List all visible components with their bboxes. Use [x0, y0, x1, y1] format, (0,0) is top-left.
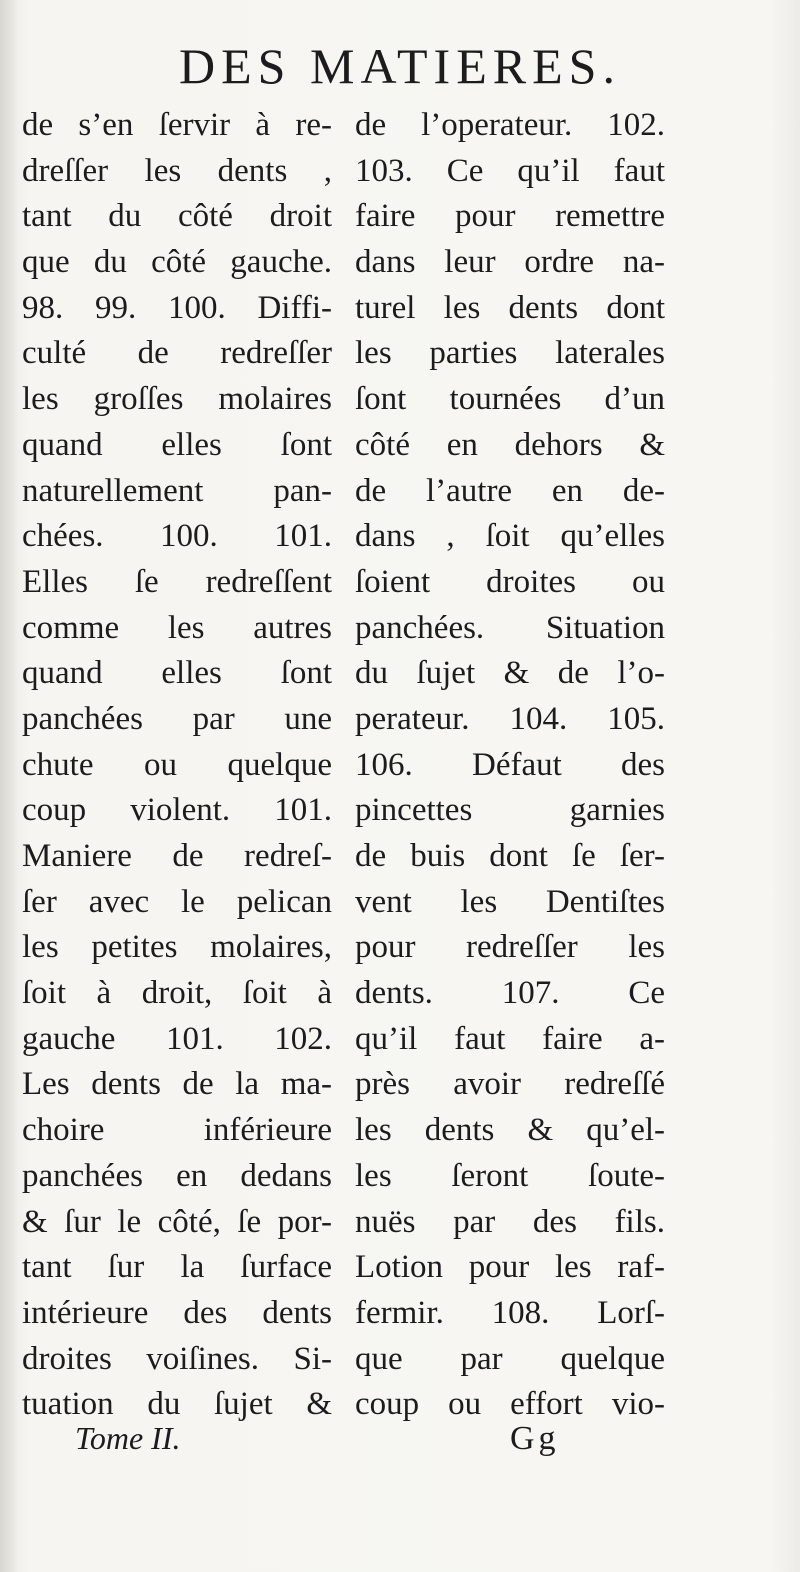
signature-mark: Gg — [510, 1420, 560, 1457]
index-line: perateur. 104. 105. — [355, 700, 665, 737]
index-line: comme les autres — [22, 609, 332, 646]
index-line: droites voiſines. Si- — [22, 1340, 332, 1377]
index-line: tant ſur la ſurface — [22, 1249, 332, 1286]
index-line: 103. Ce qu’il faut — [355, 152, 665, 189]
index-line: ſoient droites ou — [355, 563, 665, 600]
index-line: dans , ſoit qu’elles — [355, 518, 665, 555]
index-line: choire inférieure — [22, 1112, 332, 1149]
index-line: coup ou effort vio- — [355, 1386, 665, 1423]
index-line: coup violent. 101. — [22, 792, 332, 829]
index-line: ſer avec le pelican — [22, 883, 332, 920]
index-line: Les dents de la ma- — [22, 1066, 332, 1103]
index-line: 106. Défaut des — [355, 746, 665, 783]
index-line: culté de redreſſer — [22, 335, 332, 372]
index-line: chées. 100. 101. — [22, 518, 332, 555]
index-line: intérieure des dents — [22, 1294, 332, 1331]
index-line: fermir. 108. Lorſ- — [355, 1294, 665, 1331]
index-line: panchées. Situation — [355, 609, 665, 646]
page-edge-shadow — [0, 0, 18, 1572]
index-line: dents. 107. Ce — [355, 975, 665, 1012]
index-line: les parties laterales — [355, 335, 665, 372]
index-line: dans leur ordre na- — [355, 244, 665, 281]
index-line: que par quelque — [355, 1340, 665, 1377]
index-line: naturellement pan- — [22, 472, 332, 509]
index-line: faire pour remettre — [355, 198, 665, 235]
index-line: de buis dont ſe ſer- — [355, 838, 665, 874]
index-line: dreſſer les dents , — [22, 152, 332, 189]
index-line: Elles ſe redreſſent — [22, 563, 332, 600]
index-line: nuës par des fils. — [355, 1203, 665, 1240]
index-column-right — [355, 103, 665, 1428]
index-line: Lotion pour les raf- — [355, 1249, 665, 1286]
index-line: de s’en ſervir à re- — [22, 107, 332, 143]
index-line: de l’autre en de- — [355, 472, 665, 509]
index-line: les petites molaires, — [22, 929, 332, 966]
index-line: les ſeront ſoute- — [355, 1157, 665, 1194]
index-line: de l’operateur. 102. — [355, 107, 665, 143]
index-line: quand elles ſont — [22, 426, 332, 463]
index-line: les groſſes molaires — [22, 381, 332, 418]
index-line: vent les Dentiſtes — [355, 883, 665, 920]
index-line: chute ou quelque — [22, 746, 332, 783]
index-line: que du côté gauche. — [22, 244, 332, 281]
index-line: ſoit à droit, ſoit à — [22, 975, 332, 1012]
index-line: qu’il faut faire a- — [355, 1020, 665, 1057]
index-line: 98. 99. 100. Diffi- — [22, 289, 332, 326]
index-line: côté en dehors & — [355, 426, 665, 463]
index-column-left — [22, 103, 332, 1428]
index-line: tuation du ſujet & — [22, 1386, 332, 1423]
volume-label: Tome II. — [75, 1420, 181, 1456]
index-line: & ſur le côté, ſe por- — [22, 1203, 332, 1240]
index-line: Maniere de redreſ- — [22, 838, 332, 874]
index-line: du ſujet & de l’o- — [355, 655, 665, 692]
index-line: turel les dents dont — [355, 289, 665, 326]
index-line: gauche 101. 102. — [22, 1020, 332, 1057]
index-line: panchées par une — [22, 700, 332, 737]
index-line: quand elles ſont — [22, 655, 332, 692]
index-line: ſont tournées d’un — [355, 381, 665, 418]
index-line: pincettes garnies — [355, 792, 665, 829]
index-line: près avoir redreſſé — [355, 1066, 665, 1103]
index-line: panchées en dedans — [22, 1157, 332, 1194]
index-line: pour redreſſer les — [355, 929, 665, 966]
running-head: DES MATIERES. — [179, 38, 621, 94]
index-line: tant du côté droit — [22, 198, 332, 235]
index-line: les dents & qu’el- — [355, 1112, 665, 1149]
